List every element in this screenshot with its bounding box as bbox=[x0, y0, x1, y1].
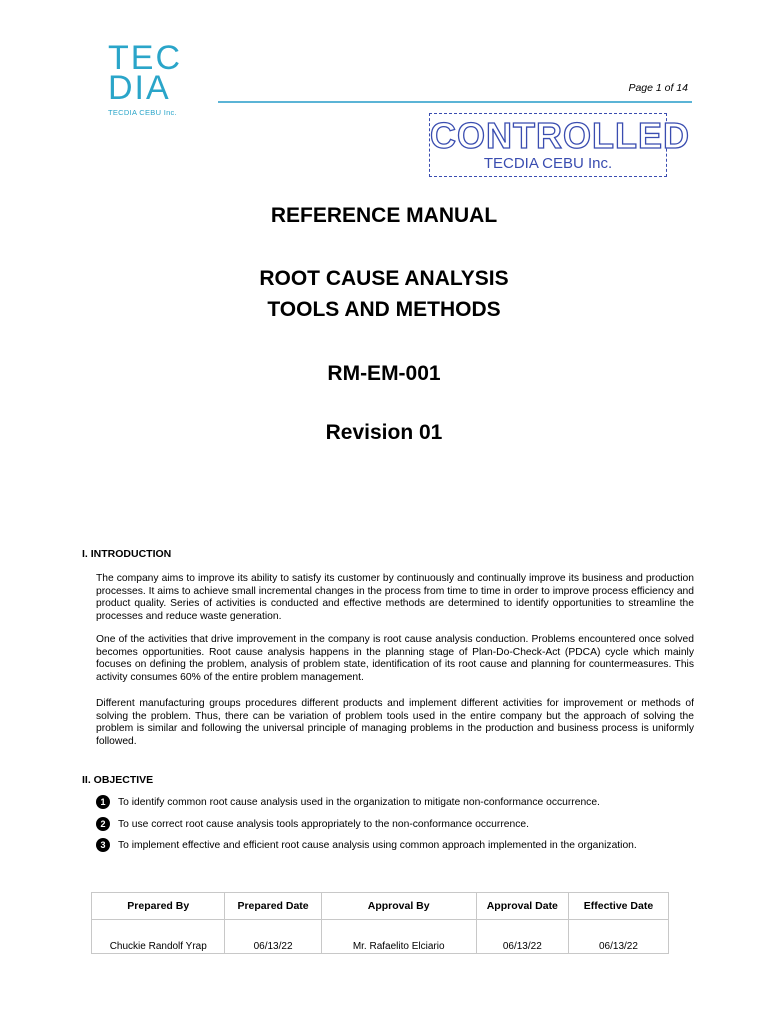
objective-item bbox=[96, 795, 600, 809]
header-rule bbox=[218, 101, 692, 103]
header-prepared-by: Prepared By bbox=[92, 893, 225, 920]
document-code: RM-EM-001 bbox=[327, 362, 441, 385]
cell-prepared-date: 06/13/22 bbox=[225, 920, 321, 954]
cell-approval-by: Mr. Rafaelito Elciario bbox=[321, 920, 476, 954]
table-header-row bbox=[92, 893, 669, 920]
header-effective-date: Effective Date bbox=[568, 893, 668, 920]
number-circle-icon: 2 bbox=[96, 817, 110, 831]
intro-paragraph: Different manufacturing groups procedures different products and implement different activities for improvement or methods of solving the problem. Thus, there can be variation of problem tools used in the entire company but the approach of solving the problem is similar and following the universal principle of managing problems in the production and business process is uniformly followed. bbox=[96, 698, 694, 747]
objective-text: To identify common root cause analysis used in the organization to mitigate non-conformance occurrence. bbox=[118, 796, 600, 808]
controlled-stamp bbox=[429, 113, 690, 177]
cell-approval-date: 06/13/22 bbox=[476, 920, 568, 954]
logo-text-bottom: DIA bbox=[108, 69, 171, 107]
objective-text: To use correct root cause analysis tools appropriately to the non-conformance occurrence. bbox=[118, 818, 529, 830]
header-approval-by: Approval By bbox=[321, 893, 476, 920]
objective-item bbox=[96, 817, 529, 831]
page-number: Page 1 of 14 bbox=[628, 82, 688, 94]
section-heading-introduction: I. INTRODUCTION bbox=[82, 548, 172, 560]
cell-prepared-by: Chuckie Randolf Yrap bbox=[92, 920, 225, 954]
objective-text: To implement effective and efficient root cause analysis using common approach implemented in the organization. bbox=[118, 839, 637, 851]
header-approval-date: Approval Date bbox=[476, 893, 568, 920]
header-prepared-date: Prepared Date bbox=[225, 893, 321, 920]
number-circle-icon: 1 bbox=[96, 795, 110, 809]
stamp-company: TECDIA CEBU Inc. bbox=[483, 155, 613, 172]
company-logo bbox=[88, 39, 218, 117]
logo-text-top: TEC bbox=[108, 39, 182, 77]
title-line-1: ROOT CAUSE ANALYSIS bbox=[259, 267, 509, 290]
objective-item bbox=[96, 838, 637, 852]
revision-label: Revision 01 bbox=[325, 421, 443, 444]
cell-effective-date: 06/13/22 bbox=[568, 920, 668, 954]
intro-paragraph: One of the activities that drive improvement in the company is root cause analysis conduction. Problems encountered once solved becomes opportunities. Root cause analysis happens in the planning stage of Plan-Do-Check-Act (PDCA) cycle which mainly focuses on defining the problem, analysis of problem state, identification of its root cause and planning for countermeasures. This activity consumes 60% of the entire problem management. bbox=[96, 634, 694, 683]
table-row bbox=[92, 920, 669, 954]
title-line-2: TOOLS AND METHODS bbox=[267, 298, 501, 321]
intro-paragraph: The company aims to improve its ability to satisfy its customer by continuously and continually improve its business and production processes. It aims to achieve small incremental changes in the process from time to time in order to improve process efficiency and product quality. Series of activities is conducted and effective methods are determined to identify opportunities to streamline the processes and reduce waste generation. bbox=[96, 573, 694, 622]
number-circle-icon: 3 bbox=[96, 838, 110, 852]
stamp-title: CONTROLLED bbox=[430, 115, 690, 156]
section-heading-objective: II. OBJECTIVE bbox=[82, 774, 154, 786]
document-title bbox=[0, 263, 768, 325]
document-type: REFERENCE MANUAL bbox=[270, 204, 498, 227]
approval-table bbox=[91, 892, 669, 954]
logo-company-name: TECDIA CEBU Inc. bbox=[108, 108, 177, 117]
